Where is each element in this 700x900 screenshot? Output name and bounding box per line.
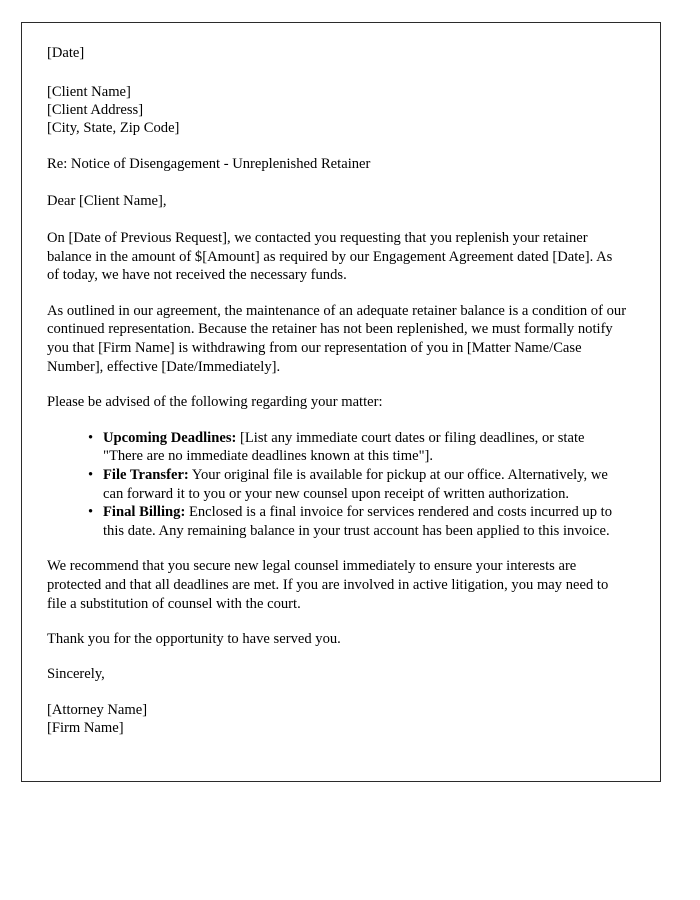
list-item-text: Enclosed is a final invoice for services rendered and costs incurred up to this date. Any remaining balance in your trust account has been applied to this invoice.: [103, 504, 613, 539]
recipient-name: [Client Name]: [47, 84, 131, 101]
spacer: [47, 613, 627, 630]
closing-salutation: Sincerely,: [47, 665, 105, 682]
firm-name: [Firm Name]: [47, 719, 124, 736]
list-item-label: Final Billing:: [103, 504, 186, 521]
spacer: [47, 649, 627, 666]
spacer: [47, 174, 627, 193]
recipient-address: [Client Address]: [47, 102, 144, 118]
attorney-name: [Attorney Name]: [47, 702, 148, 719]
paragraph-list-intro: Please be advised of the following regarding your matter:: [47, 394, 383, 411]
bullet-icon: •: [88, 429, 94, 446]
salutation: Dear [Client Name],: [47, 192, 167, 209]
list-item: [88, 429, 627, 466]
bullet-icon: •: [88, 504, 94, 521]
list-item: [88, 466, 627, 503]
spacer: [47, 683, 627, 702]
paragraph-thank-you: Thank you for the opportunity to have served you.: [47, 631, 341, 648]
spacer: [47, 285, 627, 302]
recipient-address-block: [47, 84, 627, 137]
list-item: [88, 503, 627, 540]
paragraph-withdrawal-notice: As outlined in our agreement, the maintenance of an adequate retainer balance is a condition of our continued representation. Because the retainer has not been replenished, we must formally notify you that [Firm Name] is withdrawing from our representation of you in [Matter Name/Case Number], effective [Date/Immediately].: [47, 302, 627, 375]
paragraph-recommendation: We recommend that you secure new legal counsel immediately to ensure your interests are protected and that all deadlines are met. If you are involved in active litigation, you may need to file a substitution of counsel with the court.: [47, 558, 609, 612]
spacer: [47, 62, 627, 84]
list-item-text: [List any immediate court dates or filing deadlines, or state "There are no immediate deadlines known at this time"].: [103, 429, 585, 465]
document-page: [21, 22, 661, 782]
letter-body: [47, 45, 627, 737]
date-line: [Date]: [47, 45, 85, 61]
spacer: [47, 376, 627, 393]
list-item-text: Your original file is available for pickup at our office. Alternatively, we can forward it to you or your new counsel upon receipt of written authorization.: [103, 466, 608, 502]
bullet-icon: •: [88, 466, 94, 483]
paragraph-request-notice: On [Date of Previous Request], we contacted you requesting that you replenish your retainer balance in the amount of $[Amount] as required by our Engagement Agreement dated [Date]. As of today, we have not received the necessary funds.: [47, 230, 613, 284]
recipient-city-state-zip: [City, State, Zip Code]: [47, 119, 180, 136]
list-item-label: File Transfer:: [103, 466, 189, 483]
spacer: [47, 210, 627, 229]
matter-details-list: [47, 429, 627, 541]
signature-block: [47, 702, 627, 737]
spacer: [47, 540, 627, 557]
spacer: [47, 412, 627, 429]
subject-line: Re: Notice of Disengagement - Unreplenished Retainer: [47, 156, 371, 173]
spacer: [47, 137, 627, 156]
list-item-label: Upcoming Deadlines:: [103, 429, 237, 446]
